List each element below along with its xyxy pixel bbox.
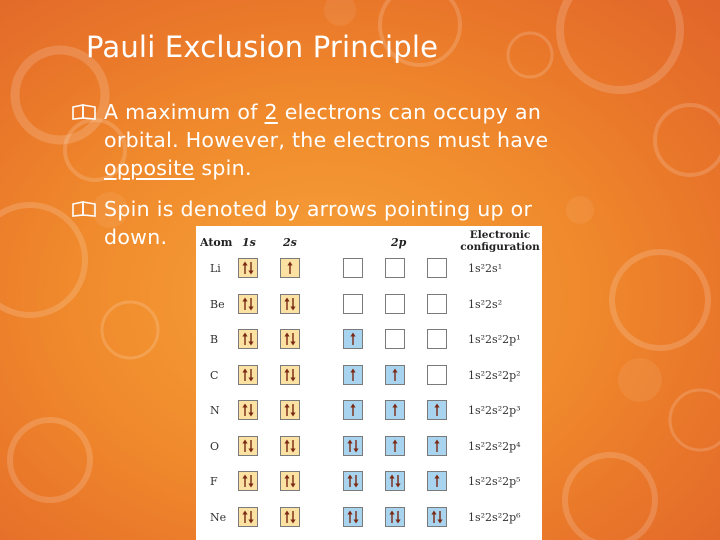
orbital-1s-box bbox=[238, 471, 258, 491]
bullet2-line1: Spin is denoted by arrows pointing up or bbox=[104, 197, 533, 221]
orbital-2p-box bbox=[343, 329, 363, 349]
atom-label: Ne bbox=[210, 511, 227, 524]
orbital-2p-box bbox=[343, 507, 363, 527]
spin-pair-arrows-icon bbox=[239, 366, 257, 384]
bullet1-text-b: electrons can occupy an bbox=[277, 100, 542, 124]
spin-pair-arrows-icon bbox=[281, 437, 299, 455]
orbital-2p-box bbox=[343, 400, 363, 420]
orbital-2p-box bbox=[343, 436, 363, 456]
atom-label: Li bbox=[210, 262, 221, 275]
orbital-2p-box bbox=[427, 365, 447, 385]
bullet-pauli-rule bbox=[104, 98, 664, 182]
orbital-2s-box bbox=[280, 294, 300, 314]
orbital-2p-box bbox=[343, 258, 363, 278]
spin-up-arrow-icon bbox=[428, 401, 446, 419]
orbital-2p-box bbox=[385, 471, 405, 491]
header-1s: 1s bbox=[242, 236, 256, 249]
electron-configuration: 1s²2s² bbox=[468, 298, 503, 311]
electron-configuration: 1s²2s²2p¹ bbox=[468, 333, 521, 346]
orbital-2p-box bbox=[385, 365, 405, 385]
orbital-2p-box bbox=[427, 507, 447, 527]
orbital-2s-box bbox=[280, 507, 300, 527]
orbital-1s-box bbox=[238, 294, 258, 314]
orbital-2s-box bbox=[280, 329, 300, 349]
atom-label: Be bbox=[210, 298, 225, 311]
orbital-2p-box bbox=[343, 294, 363, 314]
header-2s: 2s bbox=[283, 236, 297, 249]
spin-pair-arrows-icon bbox=[344, 508, 362, 526]
book-bullet-icon bbox=[71, 200, 97, 218]
spin-pair-arrows-icon bbox=[281, 295, 299, 313]
bullet1-line3: spin. bbox=[194, 156, 252, 180]
spin-pair-arrows-icon bbox=[239, 401, 257, 419]
spin-up-arrow-icon bbox=[386, 401, 404, 419]
electron-configuration-table bbox=[196, 226, 542, 540]
orbital-2p-box bbox=[385, 436, 405, 456]
bullet2-line2: down. bbox=[104, 225, 168, 249]
header-2p: 2p bbox=[391, 236, 407, 249]
orbital-1s-box bbox=[238, 258, 258, 278]
spin-pair-arrows-icon bbox=[239, 472, 257, 490]
orbital-2p-box bbox=[385, 258, 405, 278]
header-config-line1: Electronic bbox=[469, 229, 531, 241]
spin-up-arrow-icon bbox=[344, 366, 362, 384]
spin-up-arrow-icon bbox=[281, 259, 299, 277]
atom-label: B bbox=[210, 333, 219, 346]
orbital-2p-box bbox=[385, 329, 405, 349]
orbital-2s-box bbox=[280, 400, 300, 420]
spin-pair-arrows-icon bbox=[239, 330, 257, 348]
spin-pair-arrows-icon bbox=[428, 508, 446, 526]
orbital-2p-box bbox=[343, 365, 363, 385]
orbital-2p-box bbox=[343, 471, 363, 491]
atom-label: C bbox=[210, 369, 219, 382]
spin-pair-arrows-icon bbox=[386, 508, 404, 526]
spin-pair-arrows-icon bbox=[239, 437, 257, 455]
electron-configuration: 1s²2s²2p⁴ bbox=[468, 440, 521, 453]
spin-pair-arrows-icon bbox=[281, 330, 299, 348]
orbital-2s-box bbox=[280, 436, 300, 456]
electron-configuration: 1s²2s²2p⁵ bbox=[468, 475, 521, 488]
orbital-2p-box bbox=[427, 400, 447, 420]
spin-pair-arrows-icon bbox=[281, 472, 299, 490]
spin-pair-arrows-icon bbox=[281, 508, 299, 526]
orbital-1s-box bbox=[238, 365, 258, 385]
spin-pair-arrows-icon bbox=[281, 401, 299, 419]
orbital-2p-box bbox=[385, 400, 405, 420]
orbital-1s-box bbox=[238, 400, 258, 420]
book-bullet-icon bbox=[71, 103, 97, 121]
spin-pair-arrows-icon bbox=[344, 472, 362, 490]
orbital-2p-box bbox=[427, 436, 447, 456]
orbital-1s-box bbox=[238, 329, 258, 349]
bullet1-underlined-2: 2 bbox=[264, 100, 278, 124]
spin-pair-arrows-icon bbox=[239, 295, 257, 313]
electron-configuration: 1s²2s²2p⁶ bbox=[468, 511, 521, 524]
orbital-2p-box bbox=[427, 471, 447, 491]
header-electronic-configuration bbox=[460, 229, 540, 253]
spin-pair-arrows-icon bbox=[344, 437, 362, 455]
atom-label: F bbox=[210, 475, 218, 488]
bullet1-line2: orbital. However, the electrons must have bbox=[104, 128, 549, 152]
spin-up-arrow-icon bbox=[428, 472, 446, 490]
orbital-1s-box bbox=[238, 436, 258, 456]
orbital-2s-box bbox=[280, 365, 300, 385]
spin-up-arrow-icon bbox=[386, 437, 404, 455]
header-config-line2: configuration bbox=[460, 241, 540, 253]
orbital-2p-box bbox=[385, 507, 405, 527]
electron-configuration: 1s²2s²2p³ bbox=[468, 404, 521, 417]
spin-up-arrow-icon bbox=[428, 437, 446, 455]
bullet1-text-a: A maximum of bbox=[104, 100, 265, 124]
orbital-2p-box bbox=[427, 294, 447, 314]
electron-configuration: 1s²2s¹ bbox=[468, 262, 503, 275]
spin-up-arrow-icon bbox=[344, 401, 362, 419]
electron-configuration: 1s²2s²2p² bbox=[468, 369, 521, 382]
header-atom: Atom bbox=[200, 236, 233, 249]
spin-up-arrow-icon bbox=[344, 330, 362, 348]
orbital-2s-box bbox=[280, 258, 300, 278]
orbital-2p-box bbox=[385, 294, 405, 314]
spin-pair-arrows-icon bbox=[239, 508, 257, 526]
spin-pair-arrows-icon bbox=[386, 472, 404, 490]
orbital-2p-box bbox=[427, 258, 447, 278]
spin-pair-arrows-icon bbox=[239, 259, 257, 277]
bullet1-underlined-opposite: opposite bbox=[104, 156, 195, 180]
atom-label: N bbox=[210, 404, 220, 417]
orbital-2p-box bbox=[427, 329, 447, 349]
orbital-1s-box bbox=[238, 507, 258, 527]
spin-pair-arrows-icon bbox=[281, 366, 299, 384]
slide-title: Pauli Exclusion Principle bbox=[86, 30, 439, 64]
orbital-2s-box bbox=[280, 471, 300, 491]
atom-label: O bbox=[210, 440, 220, 453]
spin-up-arrow-icon bbox=[386, 366, 404, 384]
